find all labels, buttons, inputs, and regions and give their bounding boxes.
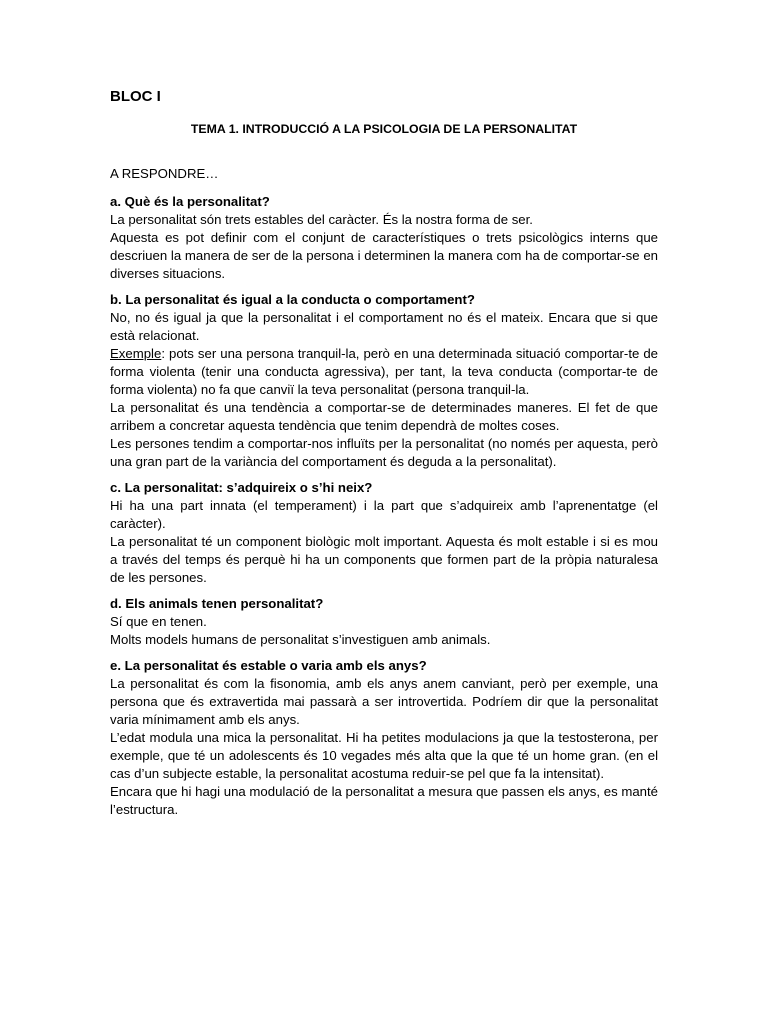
answer-paragraph: La personalitat té un component biològic molt important. Aquesta és molt estable i si es mou a través del temps és perquè hi ha un components que formen part de la pròpia naturalesa de les persones. [110,534,658,585]
question-b: b. La personalitat és igual a la conducta o comportament? [110,292,475,307]
question-c: c. La personalitat: s’adquireix o s’hi neix? [110,480,373,495]
answer-paragraph: La personalitat és com la fisonomia, amb els anys anem canviant, però per exemple, una persona que és extravertida mai passarà a ser introvertida. Podríem dir que la personalitat varia mínimament amb els anys. [110,676,658,727]
question-d: d. Els animals tenen personalitat? [110,596,324,611]
answer-paragraph: L’edat modula una mica la personalitat. Hi ha petites modulacions ja que la testosterona, per exemple, que té un adolescents és 10 vegades més alta que la que té un home gran. (en el cas d’un subjecte estable, la personalitat acostuma reduir-se pel que fa la intensitat). [110,730,658,781]
tema-title: TEMA 1. INTRODUCCIÓ A LA PSICOLOGIA DE LA PERSONALITAT [190,122,578,136]
answer-paragraph: La personalitat són trets estables del caràcter. És la nostra forma de ser. [110,212,533,227]
intro-label: A RESPONDRE… [110,166,219,181]
section-b [110,291,658,471]
bloc-heading: BLOC I [110,88,161,105]
document-page [110,86,658,827]
answer-paragraph: Molts models humans de personalitat s’investiguen amb animals. [110,632,491,647]
section-a [110,193,658,283]
answer-paragraph: Aquesta es pot definir com el conjunt de característiques o trets psicològics interns que descriuen la manera de ser de la persona i determinen la manera com ha de comportar-se en diverses situacions. [110,230,658,281]
answer-paragraph: Encara que hi hagi una modulació de la personalitat a mesura que passen els anys, es manté l’estructura. [110,784,658,817]
answer-paragraph: Sí que en tenen. [110,614,207,629]
question-e: e. La personalitat és estable o varia amb els anys? [110,658,427,673]
question-a: a. Què és la personalitat? [110,194,270,209]
example-text: : pots ser una persona tranquil-la, però en una determinada situació comportar-te de forma violenta (tenir una conducta agressiva), per tant, la teva conducta (comportar-te de forma violenta) no fa que canviï la teva personalitat (persona tranquil-la. [110,346,658,397]
answer-paragraph: Hi ha una part innata (el temperament) i la part que s’adquireix amb l’aprenentatge (el caràcter). [110,498,658,531]
section-c [110,479,658,587]
answer-paragraph: No, no és igual ja que la personalitat i el comportament no és el mateix. Encara que si que està relacionat. [110,310,658,343]
answer-paragraph: Les persones tendim a comportar-nos influïts per la personalitat (no només per aquesta, però una gran part de la variància del comportament és deguda a la personalitat). [110,436,658,469]
section-e [110,657,658,819]
example-paragraph [110,345,658,399]
example-label: Exemple [110,346,162,361]
section-d [110,595,658,649]
answer-paragraph: La personalitat és una tendència a comportar-se de determinades maneres. El fet de que arribem a concretar aquesta tendència que tenim dependrà de moltes coses. [110,400,658,433]
